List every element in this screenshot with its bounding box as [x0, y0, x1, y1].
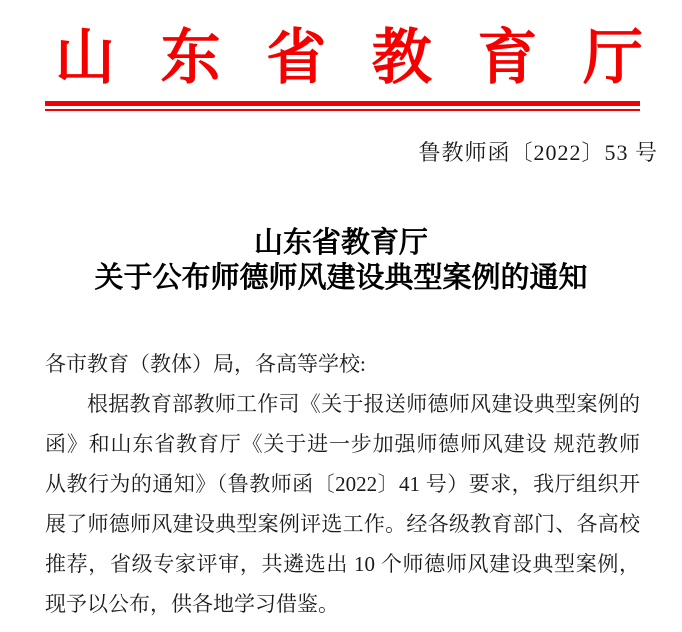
salutation-line: 各市教育（教体）局，各高等学校:	[45, 352, 366, 376]
agency-masthead	[55, 22, 643, 94]
red-divider-thick	[45, 101, 640, 106]
masthead-char: 山	[55, 25, 115, 91]
masthead-char: 厅	[582, 25, 643, 91]
notice-title	[0, 226, 682, 296]
notice-body	[45, 344, 640, 624]
red-divider-thin	[45, 109, 640, 111]
notice-title-line1: 山东省教育厅	[253, 227, 428, 259]
body-line: 根据教育部教师工作司《关于报送师德师风建设典型案例的	[87, 392, 640, 416]
body-line: 从教行为的通知》（鲁教师函〔2022〕41 号）要求，我厅组织开	[45, 472, 640, 496]
body-line: 展了师德师风建设典型案例评选工作。经各级教育部门、各高校	[45, 512, 640, 536]
body-line: 函》和山东省教育厅《关于进一步加强师德师风建设 规范教师	[45, 432, 640, 456]
body-line: 现予以公布，供各地学习借鉴。	[45, 592, 339, 616]
notice-title-line2: 关于公布师德师风建设典型案例的通知	[94, 262, 588, 294]
masthead-char: 省	[266, 25, 327, 91]
masthead-char: 东	[160, 25, 221, 91]
doc-number: 鲁教师函〔2022〕53 号	[418, 140, 658, 165]
masthead-char: 育	[477, 25, 538, 91]
body-line: 推荐，省级专家评审，共遴选出 10 个师德师风建设典型案例，	[45, 552, 640, 576]
masthead-char: 教	[371, 25, 432, 91]
